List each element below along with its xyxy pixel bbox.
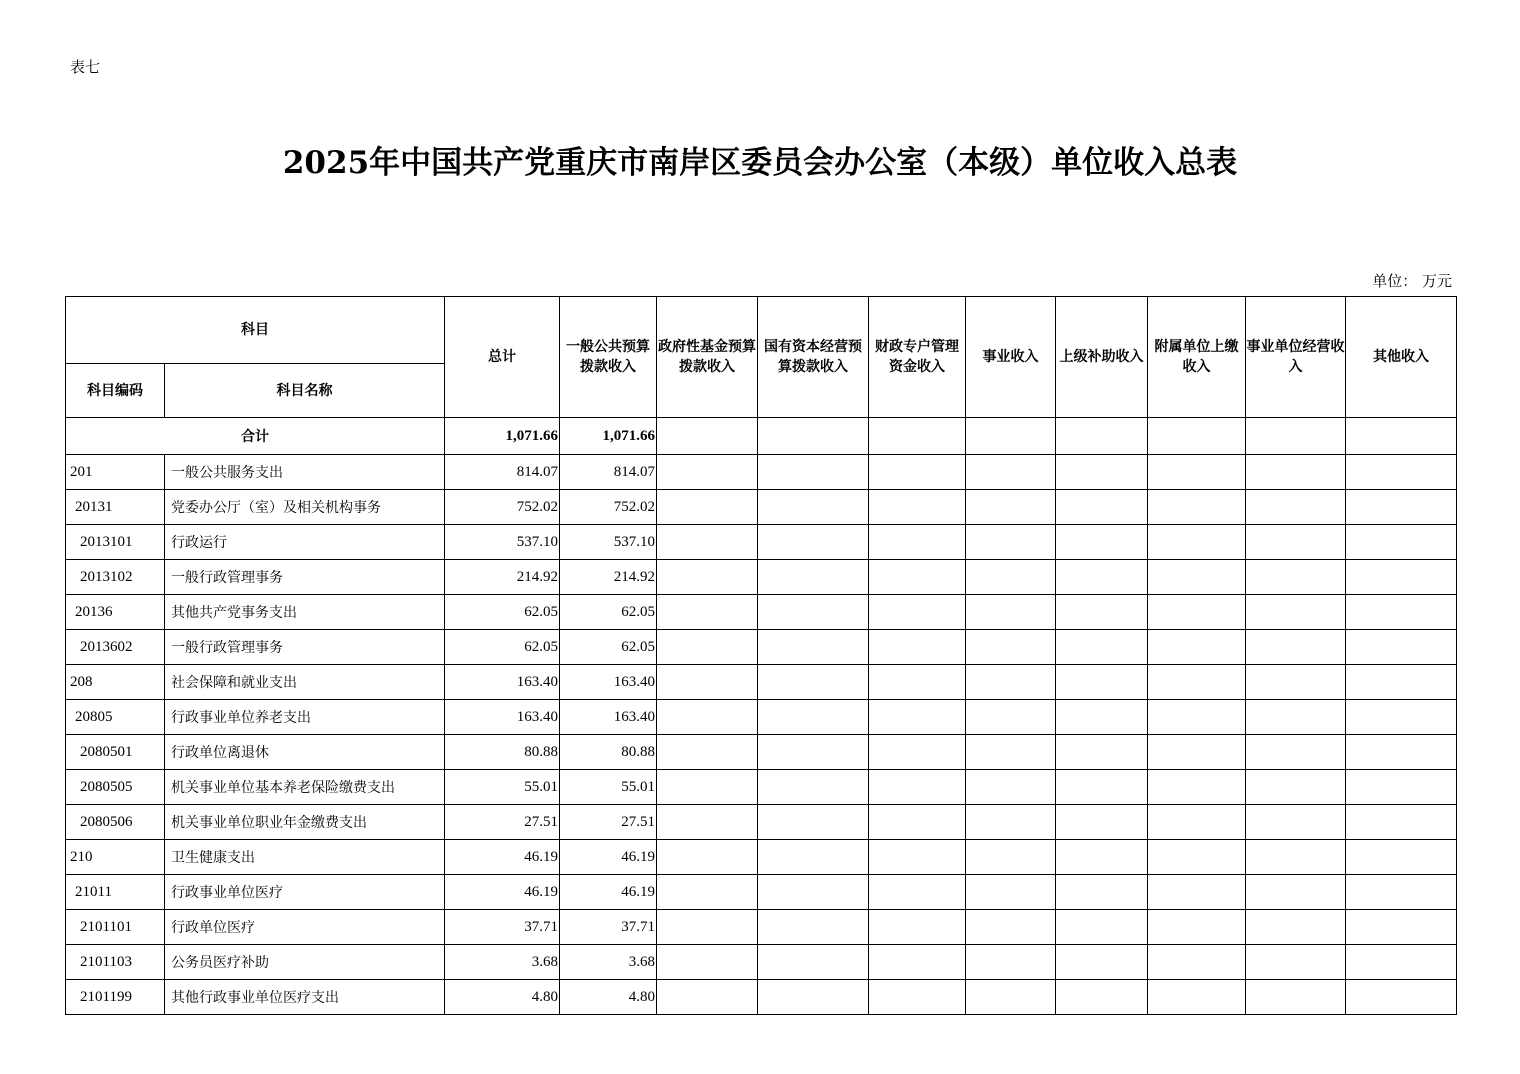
row-total: 62.05	[445, 595, 560, 630]
empty-cell	[758, 945, 869, 980]
empty-cell	[1246, 560, 1346, 595]
empty-cell	[1148, 700, 1246, 735]
row-code: 21011	[66, 875, 165, 910]
row-total: 46.19	[445, 875, 560, 910]
empty-cell	[966, 665, 1056, 700]
row-code: 2080501	[66, 735, 165, 770]
empty-cell	[966, 735, 1056, 770]
empty-cell	[1246, 490, 1346, 525]
row-general-budget: 46.19	[560, 875, 657, 910]
empty-cell	[758, 560, 869, 595]
row-total: 4.80	[445, 980, 560, 1015]
empty-cell	[1056, 910, 1148, 945]
row-total: 55.01	[445, 770, 560, 805]
empty-cell	[1246, 840, 1346, 875]
empty-cell	[966, 700, 1056, 735]
empty-cell	[1056, 770, 1148, 805]
row-code: 20805	[66, 700, 165, 735]
table-row	[66, 455, 1457, 490]
empty-cell	[1246, 945, 1346, 980]
empty-cell	[1056, 980, 1148, 1015]
table-row	[66, 595, 1457, 630]
row-name: 机关事业单位基本养老保险缴费支出	[165, 770, 445, 805]
row-general-budget: 62.05	[560, 595, 657, 630]
empty-cell	[1246, 595, 1346, 630]
empty-cell	[1346, 980, 1457, 1015]
table-row	[66, 980, 1457, 1015]
empty-cell	[1346, 945, 1457, 980]
total-total: 1,071.66	[445, 418, 560, 455]
empty-cell	[966, 910, 1056, 945]
row-name: 行政单位离退休	[165, 735, 445, 770]
empty-cell	[758, 665, 869, 700]
empty-cell	[1056, 490, 1148, 525]
unit-label: 单位： 万元	[1372, 272, 1452, 290]
empty-cell	[1148, 455, 1246, 490]
empty-cell	[1246, 525, 1346, 560]
total-row	[66, 418, 1457, 455]
empty-cell	[966, 980, 1056, 1015]
empty-cell	[1246, 630, 1346, 665]
table-row	[66, 770, 1457, 805]
empty-cell	[869, 735, 966, 770]
row-code: 2101199	[66, 980, 165, 1015]
row-name: 卫生健康支出	[165, 840, 445, 875]
empty-cell	[869, 980, 966, 1015]
empty-cell	[758, 770, 869, 805]
table-row	[66, 490, 1457, 525]
empty-cell	[1246, 665, 1346, 700]
row-total: 46.19	[445, 840, 560, 875]
empty-cell	[1056, 560, 1148, 595]
row-name: 一般公共服务支出	[165, 455, 445, 490]
header-general-budget: 一般公共预算拨款收入	[560, 297, 657, 418]
empty-cell	[966, 840, 1056, 875]
empty-cell	[869, 770, 966, 805]
empty-cell	[657, 805, 758, 840]
row-code: 210	[66, 840, 165, 875]
empty-cell	[1148, 910, 1246, 945]
empty-cell	[1056, 630, 1148, 665]
empty-cell	[1148, 770, 1246, 805]
row-name: 其他行政事业单位医疗支出	[165, 980, 445, 1015]
empty-cell	[1056, 840, 1148, 875]
empty-cell	[869, 595, 966, 630]
empty-cell	[1148, 490, 1246, 525]
empty-cell	[1346, 840, 1457, 875]
empty-cell	[1246, 455, 1346, 490]
table-row	[66, 910, 1457, 945]
empty-cell	[869, 560, 966, 595]
empty-cell	[657, 700, 758, 735]
income-summary-table	[65, 296, 1457, 1015]
header-gov-fund: 政府性基金预算拨款收入	[657, 297, 758, 418]
header-name: 科目名称	[165, 364, 445, 418]
empty-cell	[657, 945, 758, 980]
empty-cell	[1148, 630, 1246, 665]
empty-cell	[1056, 595, 1148, 630]
empty-cell	[657, 560, 758, 595]
row-name: 公务员医疗补助	[165, 945, 445, 980]
row-total: 62.05	[445, 630, 560, 665]
row-total: 814.07	[445, 455, 560, 490]
table-row	[66, 875, 1457, 910]
empty-cell	[869, 490, 966, 525]
row-general-budget: 55.01	[560, 770, 657, 805]
empty-cell	[1346, 770, 1457, 805]
empty-cell	[1346, 910, 1457, 945]
empty-cell	[966, 630, 1056, 665]
header-code: 科目编码	[66, 364, 165, 418]
empty-cell	[1148, 805, 1246, 840]
empty-cell	[1056, 665, 1148, 700]
empty-cell	[869, 700, 966, 735]
table-row	[66, 525, 1457, 560]
empty-cell	[758, 875, 869, 910]
page-title: 2025年中国共产党重庆市南岸区委员会办公室（本级）单位收入总表	[282, 145, 1238, 181]
empty-cell	[657, 595, 758, 630]
empty-cell	[869, 840, 966, 875]
empty-cell	[1346, 735, 1457, 770]
empty-cell	[869, 630, 966, 665]
row-total: 752.02	[445, 490, 560, 525]
empty-cell	[1246, 910, 1346, 945]
table-row	[66, 665, 1457, 700]
row-total: 3.68	[445, 945, 560, 980]
header-operating-income: 事业单位经营收入	[1246, 297, 1346, 418]
header-business-income: 事业收入	[966, 297, 1056, 418]
row-general-budget: 27.51	[560, 805, 657, 840]
empty-cell	[758, 910, 869, 945]
empty-cell	[1148, 665, 1246, 700]
empty-cell	[758, 525, 869, 560]
header-fiscal-special: 财政专户管理资金收入	[869, 297, 966, 418]
empty-cell	[1148, 945, 1246, 980]
header-affiliated-income: 附属单位上缴收入	[1148, 297, 1246, 418]
row-code: 2101101	[66, 910, 165, 945]
empty-cell	[657, 910, 758, 945]
row-code: 201	[66, 455, 165, 490]
empty-cell	[758, 595, 869, 630]
empty-cell	[966, 455, 1056, 490]
empty-cell	[1056, 700, 1148, 735]
header-subject: 科目	[66, 297, 445, 364]
empty-cell	[966, 560, 1056, 595]
table-row	[66, 805, 1457, 840]
empty-cell	[869, 525, 966, 560]
row-general-budget: 4.80	[560, 980, 657, 1015]
empty-cell	[1246, 875, 1346, 910]
empty-cell	[1056, 525, 1148, 560]
row-general-budget: 214.92	[560, 560, 657, 595]
table-row	[66, 840, 1457, 875]
empty-cell	[1246, 700, 1346, 735]
empty-cell	[1056, 455, 1148, 490]
empty-cell	[1148, 595, 1246, 630]
empty-cell	[657, 490, 758, 525]
empty-cell	[966, 805, 1056, 840]
row-total: 163.40	[445, 665, 560, 700]
row-code: 2013102	[66, 560, 165, 595]
header-total: 总计	[445, 297, 560, 418]
empty-cell	[869, 945, 966, 980]
row-code: 2101103	[66, 945, 165, 980]
empty-cell	[758, 980, 869, 1015]
empty-cell	[758, 700, 869, 735]
row-general-budget: 3.68	[560, 945, 657, 980]
empty-cell	[1148, 840, 1246, 875]
empty-cell	[869, 455, 966, 490]
row-name: 一般行政管理事务	[165, 630, 445, 665]
total-general-budget: 1,071.66	[560, 418, 657, 455]
row-general-budget: 163.40	[560, 665, 657, 700]
empty-cell	[1246, 735, 1346, 770]
empty-cell	[1148, 735, 1246, 770]
row-code: 20131	[66, 490, 165, 525]
total-label: 合计	[66, 418, 445, 455]
row-name: 行政事业单位养老支出	[165, 700, 445, 735]
empty-cell	[1056, 875, 1148, 910]
empty-cell	[1346, 455, 1457, 490]
table-row	[66, 630, 1457, 665]
empty-cell	[869, 910, 966, 945]
empty-cell	[657, 735, 758, 770]
empty-cell	[1346, 630, 1457, 665]
empty-cell	[966, 945, 1056, 980]
header-other-income: 其他收入	[1346, 297, 1457, 418]
empty-cell	[1346, 595, 1457, 630]
header-state-capital: 国有资本经营预算拨款收入	[758, 297, 869, 418]
empty-cell	[657, 980, 758, 1015]
row-general-budget: 37.71	[560, 910, 657, 945]
empty-cell	[758, 735, 869, 770]
table-row	[66, 700, 1457, 735]
table-row	[66, 735, 1457, 770]
empty-cell	[657, 455, 758, 490]
table-row	[66, 560, 1457, 595]
row-total: 80.88	[445, 735, 560, 770]
empty-cell	[657, 840, 758, 875]
empty-cell	[1246, 980, 1346, 1015]
row-general-budget: 46.19	[560, 840, 657, 875]
empty-cell	[1346, 875, 1457, 910]
empty-cell	[1346, 490, 1457, 525]
row-code: 2080505	[66, 770, 165, 805]
empty-cell	[657, 630, 758, 665]
row-name: 党委办公厅（室）及相关机构事务	[165, 490, 445, 525]
empty-cell	[1056, 945, 1148, 980]
row-name: 行政事业单位医疗	[165, 875, 445, 910]
row-total: 537.10	[445, 525, 560, 560]
empty-cell	[1148, 560, 1246, 595]
row-name: 行政单位医疗	[165, 910, 445, 945]
empty-cell	[657, 525, 758, 560]
row-general-budget: 62.05	[560, 630, 657, 665]
row-code: 208	[66, 665, 165, 700]
row-general-budget: 80.88	[560, 735, 657, 770]
row-name: 社会保障和就业支出	[165, 665, 445, 700]
empty-cell	[869, 875, 966, 910]
row-code: 2080506	[66, 805, 165, 840]
empty-cell	[758, 455, 869, 490]
row-name: 行政运行	[165, 525, 445, 560]
empty-cell	[869, 805, 966, 840]
empty-cell	[1246, 770, 1346, 805]
empty-cell	[1346, 700, 1457, 735]
empty-cell	[966, 770, 1056, 805]
empty-cell	[1148, 980, 1246, 1015]
empty-cell	[657, 875, 758, 910]
empty-cell	[1346, 525, 1457, 560]
row-total: 214.92	[445, 560, 560, 595]
row-total: 37.71	[445, 910, 560, 945]
empty-cell	[1346, 665, 1457, 700]
empty-cell	[869, 665, 966, 700]
table-row	[66, 945, 1457, 980]
row-code: 20136	[66, 595, 165, 630]
row-name: 其他共产党事务支出	[165, 595, 445, 630]
empty-cell	[1246, 805, 1346, 840]
header-superior-subsidy: 上级补助收入	[1056, 297, 1148, 418]
empty-cell	[966, 875, 1056, 910]
empty-cell	[758, 490, 869, 525]
empty-cell	[1346, 805, 1457, 840]
row-code: 2013602	[66, 630, 165, 665]
empty-cell	[657, 665, 758, 700]
empty-cell	[1056, 805, 1148, 840]
empty-cell	[1148, 525, 1246, 560]
empty-cell	[966, 595, 1056, 630]
empty-cell	[758, 630, 869, 665]
row-general-budget: 163.40	[560, 700, 657, 735]
row-general-budget: 537.10	[560, 525, 657, 560]
empty-cell	[966, 525, 1056, 560]
empty-cell	[966, 490, 1056, 525]
row-general-budget: 752.02	[560, 490, 657, 525]
row-name: 一般行政管理事务	[165, 560, 445, 595]
row-total: 163.40	[445, 700, 560, 735]
row-total: 27.51	[445, 805, 560, 840]
empty-cell	[1056, 735, 1148, 770]
sheet-label: 表七	[70, 58, 101, 76]
row-name: 机关事业单位职业年金缴费支出	[165, 805, 445, 840]
row-general-budget: 814.07	[560, 455, 657, 490]
empty-cell	[1148, 875, 1246, 910]
empty-cell	[657, 770, 758, 805]
empty-cell	[758, 840, 869, 875]
empty-cell	[1346, 560, 1457, 595]
row-code: 2013101	[66, 525, 165, 560]
empty-cell	[758, 805, 869, 840]
